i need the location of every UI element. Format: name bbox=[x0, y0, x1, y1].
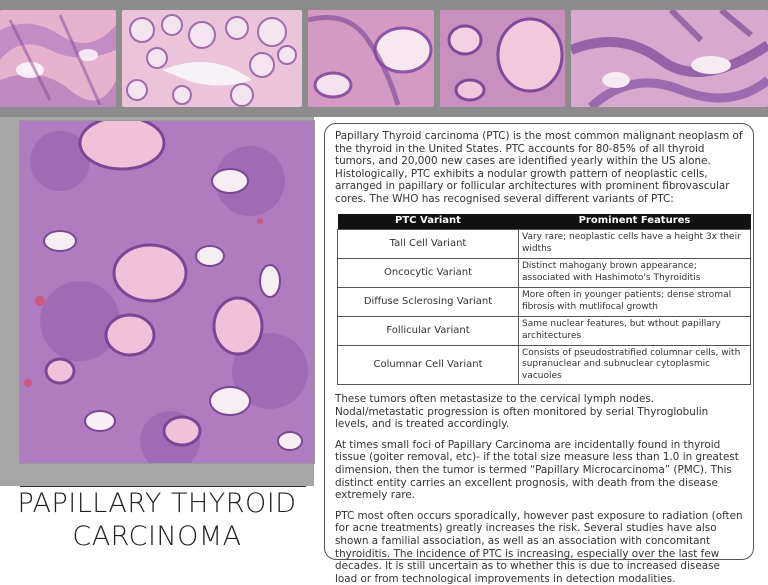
variant-features: Consists of pseudostratified columnar cells, with supranuclear and subnuclear cytoplasmic vacuoles bbox=[519, 345, 751, 385]
histology-thumbnail bbox=[122, 10, 302, 107]
table-row bbox=[338, 258, 751, 287]
intro-paragraph: Papillary Thyroid carcinoma (PTC) is the most common malignant neoplasm of the thyroid in the United States. PTC accounts for 80-85% of all thyroid tumors, and 20,000 new cases are identified yearly within the US alone. Histologically, PTC exhibits a nodular growth pattern of neoplastic cells, arranged in papillary or follicular architectures with prominent fibrovascular cores. The WHO has recognised several different variants of PTC: bbox=[335, 130, 743, 205]
metastasis-paragraph: These tumors often metastasize to the cervical lymph nodes. Nodal/metastatic progression is often monitored by serial Thyroglobulin levels, and is treated accordingly. bbox=[335, 393, 709, 431]
column-header-features: Prominent Features bbox=[519, 214, 751, 230]
page-title-line-2: CARCINOMA bbox=[72, 521, 242, 552]
variant-features: Same nuclear features, but wthout papillary architectures bbox=[519, 316, 751, 345]
table-row bbox=[338, 287, 751, 316]
histology-thumbnail bbox=[440, 10, 565, 107]
histology-thumbnail bbox=[308, 10, 434, 107]
variant-features: Distinct mahogany brown appearance; associated with Hashimoto's Thyroiditis bbox=[519, 258, 751, 287]
description-panel bbox=[324, 123, 754, 585]
thumbnail-strip bbox=[0, 0, 768, 117]
variant-name: Oncocytic Variant bbox=[338, 258, 519, 287]
variant-name: Follicular Variant bbox=[338, 316, 519, 345]
table-row bbox=[338, 345, 751, 385]
page-title-line-1: PAPILLARY THYROID bbox=[17, 488, 297, 519]
ptc-variant-table bbox=[337, 214, 751, 386]
variant-features: More often in younger patients; dense stromal fibrosis with mutlifocal growth bbox=[519, 287, 751, 316]
histology-thumbnail bbox=[0, 10, 116, 107]
table-header-row bbox=[338, 214, 751, 230]
main-histology-image bbox=[20, 121, 314, 463]
table-row bbox=[338, 316, 751, 345]
variant-name: Diffuse Sclerosing Variant bbox=[338, 287, 519, 316]
title-top-rule bbox=[20, 486, 306, 487]
variant-name: Columnar Cell Variant bbox=[338, 345, 519, 385]
microcarcinoma-paragraph: At times small foci of Papillary Carcinoma are incidentally found in thyroid tissue (goiter removal, etc)- if the total size measure less than 1.0 in greatest dimension, then the tumor is termed “Papillary Microcarcinoma” (PMC). This distinct entity carries an excellent prognosis, with death from the disease extremely rare. bbox=[335, 438, 739, 502]
column-header-variant: PTC Variant bbox=[338, 214, 519, 230]
title-block bbox=[0, 486, 314, 565]
table-row bbox=[338, 229, 751, 258]
variant-name: Tall Cell Variant bbox=[338, 229, 519, 258]
variant-features: Vary rare; neoplastic cells have a height 3x their widths bbox=[519, 229, 751, 258]
histology-thumbnail bbox=[571, 10, 768, 107]
risk-factors-paragraph: PTC most often occurs sporadically, however past exposure to radiation (often for acne treatments) greatly increases the risk. Several studies have also shown a familial association, as well as an association with concomitant thyroiditis. The incidence of PTC is increasing, especially over the last few decades. It is still uncertain as to whether this is due to increased disease load or from technological improvements in detection modalities. bbox=[335, 509, 743, 585]
